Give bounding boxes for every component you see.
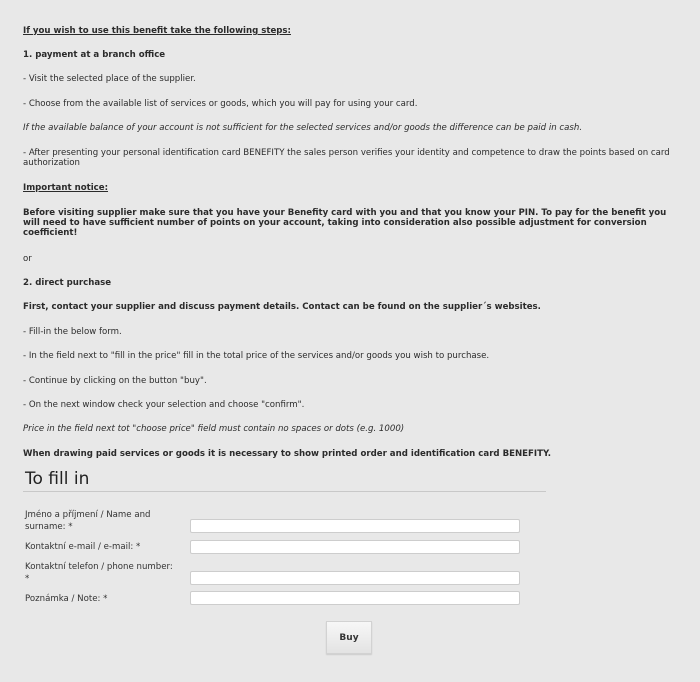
name-label: Jméno a příjmení / Name and surname: * <box>25 510 151 532</box>
step2-italic-note: Price in the field next tot "choose price" field must contain no spaces or dots (e.g. 1000) <box>23 424 405 434</box>
email-input[interactable] <box>190 540 520 554</box>
step2-bold: First, contact your supplier and discuss payment details. Contact can be found on the supplier´s websites. <box>23 302 541 312</box>
phone-input[interactable] <box>190 571 520 585</box>
title-divider <box>23 491 546 492</box>
note-label: Poznámka / Note: * <box>25 594 108 604</box>
instructions-heading: If you wish to use this benefit take the following steps: <box>23 26 291 36</box>
note-input[interactable] <box>190 591 520 605</box>
step2-line1: - Fill-in the below form. <box>23 327 122 337</box>
phone-label: Kontaktní telefon / phone number: * <box>25 562 173 584</box>
email-label: Kontaktní e-mail / e-mail: * <box>25 542 141 552</box>
step2-line3: - Continue by clicking on the button "buy". <box>23 376 207 386</box>
step1-title: 1. payment at a branch office <box>23 50 166 60</box>
or-text: or <box>23 254 32 264</box>
step1-italic-note: If the available balance of your account is not sufficient for the selected services and/or goods the difference can be paid in cash. <box>23 123 583 133</box>
step2-title: 2. direct purchase <box>23 278 112 288</box>
step1-line1: - Visit the selected place of the supplier. <box>23 74 196 84</box>
step1-line2: - Choose from the available list of services or goods, which you will pay for using your card. <box>23 99 418 109</box>
step2-line2: - In the field next to "fill in the price" fill in the total price of the services and/or goods you wish to purchase. <box>23 351 490 361</box>
form-title: To fill in <box>25 469 90 489</box>
name-input[interactable] <box>190 519 520 533</box>
step1-line3: - After presenting your personal identification card BENEFITY the sales person verifies your identity and competence to draw the points based on card authorization <box>23 148 670 168</box>
notice-text: Before visiting supplier make sure that you have your Benefity card with you and that you know your PIN. To pay for the benefit you will need to have sufficient number of points on your account, taking into consideration also possible adjustment for conversion coefficient! <box>23 208 667 238</box>
final-notice: When drawing paid services or goods it is necessary to show printed order and identification card BENEFITY. <box>23 449 552 459</box>
step2-line4: - On the next window check your selection and choose "confirm". <box>23 400 305 410</box>
notice-title: Important notice: <box>23 183 109 193</box>
buy-button[interactable]: Buy <box>326 621 372 654</box>
